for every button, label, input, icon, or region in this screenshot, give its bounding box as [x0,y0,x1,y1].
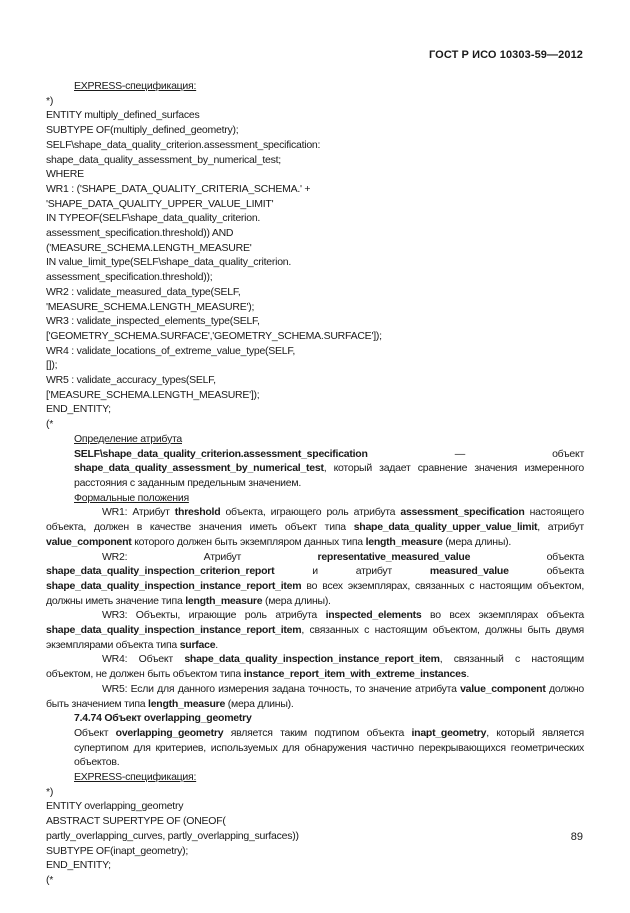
code-line: WR5 : validate_accuracy_types(SELF, [46,374,216,387]
code-line: ['MEASURE_SCHEMA.LENGTH_MEASURE']); [46,388,260,401]
text-run: объекта, играющего роль атрибута [220,506,401,519]
code-line: shape_data_quality_assessment_by_numerical_test; [46,153,281,166]
code-line: ENTITY multiply_defined_surfaces [46,109,200,122]
code-line: ('MEASURE_SCHEMA.LENGTH_MEASURE' [46,241,252,254]
code-line: SUBTYPE OF(inapt_geometry); [46,844,189,857]
code-line: *) [46,94,54,107]
text-run: , связанный с настоящим объектом, не должен быть объектом типа [46,653,584,681]
text-run: WR5: Если для данного измерения задана точность, то значение атрибута [102,682,461,695]
bold-term: shape_data_quality_inspection_instance_report_item [46,624,302,637]
bold-term: SELF\shape_data_quality_criterion.assessment_specification [74,447,368,460]
code-line: (* [46,418,54,431]
rule-wr5 [46,682,584,711]
text-run: , который является супертипом для критериев, используемых для обнаружения частично перекрывающихся геометрических объектов. [74,726,584,769]
text-run: WR4: Объект [102,653,185,666]
bold-term: surface [179,638,216,651]
bold-term: length_measure [148,697,226,710]
text-run: во всех экземплярах объекта [421,609,584,622]
bold-term: inspected_elements [325,609,422,622]
express-code-block [46,94,584,432]
text-run: WR2: Атрибут [102,550,318,563]
text-run: которого должен быть экземпляром данных типа [131,535,366,548]
rule-wr2 [46,550,584,609]
text-run: WR1: Атрибут [102,506,175,519]
bold-term: shape_data_quality_inspection_instance_report_item [184,653,440,666]
code-line: WR4 : validate_locations_of_extreme_value_type(SELF, [46,344,296,357]
code-line: *) [46,785,54,798]
page-content [46,79,584,888]
code-line: END_ENTITY; [46,859,111,872]
rule-wr1 [46,505,584,549]
code-line: ['GEOMETRY_SCHEMA.SURFACE','GEOMETRY_SCHEMA.SURFACE']); [46,329,382,342]
code-line: assessment_specification.threshold)); [46,271,213,284]
text-run: является таким подтипом объекта [223,726,412,739]
bold-term: shape_data_quality_upper_value_limit [353,521,538,534]
text-run: WR3: Объекты, играющие роль атрибута [102,609,326,622]
code-line: END_ENTITY; [46,403,111,416]
code-line: SUBTYPE OF(multiply_defined_geometry); [46,124,239,137]
text-run: . [466,668,469,681]
bold-term: shape_data_quality_inspection_criterion_report [46,565,275,578]
text-run: (мера длины). [442,535,512,548]
bold-term: overlapping_geometry [115,726,224,739]
bold-term: assessment_specification [400,506,525,519]
code-line: WR2 : validate_measured_data_type(SELF, [46,285,241,298]
code-line: WHERE [46,168,84,181]
rule-wr3 [46,608,584,652]
bold-term: measured_value [429,565,509,578]
attribute-definition-heading: Определение атрибута [74,432,182,445]
code-line: 'MEASURE_SCHEMA.LENGTH_MEASURE'); [46,300,255,313]
express-heading: EXPRESS-спецификация: [74,80,197,92]
bold-term: inapt_geometry [411,726,487,739]
text-run: (мера длины). [225,697,294,710]
text-run: , атрибут [537,521,584,534]
express-code-block-2 [46,785,584,888]
code-line: WR3 : validate_inspected_elements_type(SELF, [46,315,260,328]
rule-wr4 [46,652,584,681]
code-line: assessment_specification.threshold)) AND [46,227,234,240]
document-header: ГОСТ Р ИСО 10303-59—2012 [428,49,583,61]
express-heading-2: EXPRESS-спецификация: [74,771,197,784]
text-run: объекта [508,565,584,578]
bold-term: length_measure [365,535,443,548]
text-run: настоящего объекта, должен в качестве значения иметь объект типа [46,506,584,534]
text-run: должно быть значением типа [46,682,584,710]
text-run: — объект [367,447,584,460]
code-line: SELF\shape_data_quality_criterion.assessment_specification: [46,138,321,151]
bold-term: threshold [174,506,221,519]
code-line: (* [46,873,54,886]
formal-propositions-heading: Формальные положения [74,491,189,504]
code-line: WR1 : ('SHAPE_DATA_QUALITY_CRITERIA_SCHEMA.' + [46,182,311,195]
section-paragraph [46,726,584,770]
text-run: (мера длины). [262,594,331,607]
text-run: , связанных с настоящим объектом, должны быть двумя экземплярами объекта типа [46,624,584,651]
bold-term: shape_data_quality_inspection_instance_report_item [46,579,302,592]
code-line: []); [46,359,58,372]
text-run: . [215,638,218,651]
bold-term: instance_report_item_with_extreme_instances [243,668,467,681]
code-line: ABSTRACT SUPERTYPE OF (ONEOF( [46,815,226,828]
text-run: объекта [470,550,584,563]
section-title: 7.4.74 Объект overlapping_geometry [74,712,252,725]
text-run: , который задает сравнение значения измеренного расстояния с заданным предельным значением. [74,462,584,489]
bold-term: value_component [460,682,546,695]
text-run: во всех экземплярах, связанных с настоящим объектом, должны иметь значение типа [46,579,584,607]
bold-term: length_measure [185,594,263,607]
bold-term: value_component [46,535,132,548]
text-run: и атрибут [274,565,430,578]
code-line: ENTITY overlapping_geometry [46,800,184,813]
code-line: IN TYPEOF(SELF\shape_data_quality_criterion. [46,212,261,225]
code-line: IN value_limit_type(SELF\shape_data_quality_criterion. [46,256,292,269]
code-line: partly_overlapping_curves, partly_overlapping_surfaces)) [46,829,299,842]
text-run: Объект [74,726,116,739]
attribute-definition-paragraph [46,447,584,491]
bold-term: representative_measured_value [317,550,471,563]
page-number: 89 [570,831,583,843]
code-line: 'SHAPE_DATA_QUALITY_UPPER_VALUE_LIMIT' [46,197,274,210]
bold-term: shape_data_quality_assessment_by_numerical_test [74,462,324,475]
